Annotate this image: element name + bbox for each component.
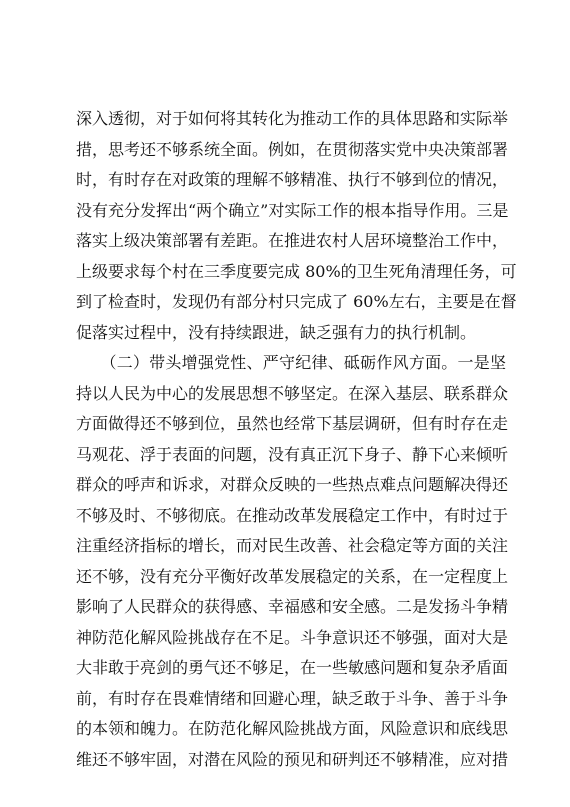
text-line: 还不够，没有充分平衡好改革发展稳定的关系，在一定程度上 — [76, 566, 509, 586]
text-line: 落实上级决策部署有差距。在推进农村人居环境整治工作中， — [76, 231, 509, 250]
text-line: 影响了人民群众的获得感、幸福感和安全感。二是发扬斗争精 — [76, 597, 509, 616]
text-line: 不够及时、不够彻底。在推动改革发展稳定工作中，有时过于 — [76, 505, 509, 525]
text-line: 前，有时存在畏难情绪和回避心理，缺乏敢于斗争、善于斗争 — [76, 688, 509, 708]
text-line: 深入透彻，对于如何将其转化为推动工作的具体思路和实际举 — [76, 109, 509, 128]
paragraph-end-line: 促落实过程中，没有持续跟进，缺乏强有力的执行机制。 — [76, 322, 477, 342]
text-line: 注重经济指标的增长，而对民生改善、社会稳定等方面的关注 — [76, 536, 509, 555]
text-line: 马观花、浮于表面的问题，没有真正沉下身子、静下心来倾听 — [76, 444, 509, 464]
text-line: 到了检查时，发现仍有部分村只完成了 60%左右，主要是在督 — [76, 292, 517, 311]
text-line: 大非敢于亮剑的勇气还不够足，在一些敏感问题和复杂矛盾面 — [76, 658, 509, 677]
text-line: 维还不够牢固，对潜在风险的预见和研判还不够精准，应对措 — [76, 749, 509, 769]
text-line: 没有充分发挥出“两个确立”对实际工作的根本指导作用。三是 — [76, 200, 509, 220]
text-line: 方面做得还不够到位，虽然也经常下基层调研，但有时存在走 — [76, 414, 509, 433]
text-line: 措，思考还不够系统全面。例如，在贯彻落实党中央决策部署 — [76, 139, 509, 159]
text-line: 神防范化解风险挑战存在不足。斗争意识还不够强，面对大是 — [76, 627, 509, 647]
text-line: （二）带头增强党性、严守纪律、砥砺作风方面。一是坚 — [76, 353, 506, 372]
text-line: 持以人民为中心的发展思想不够坚定。在深入基层、联系群众 — [76, 383, 509, 403]
body-text — [76, 104, 517, 775]
text-line: 上级要求每个村在三季度要完成 80%的卫生死角清理任务，可 — [76, 261, 517, 281]
text-line: 群众的呼声和诉求，对群众反映的一些热点难点问题解决得还 — [76, 475, 509, 494]
text-line: 时，有时存在对政策的理解不够精准、执行不够到位的情况， — [76, 170, 509, 189]
text-line: 的本领和魄力。在防范化解风险挑战方面，风险意识和底线思 — [76, 719, 509, 738]
